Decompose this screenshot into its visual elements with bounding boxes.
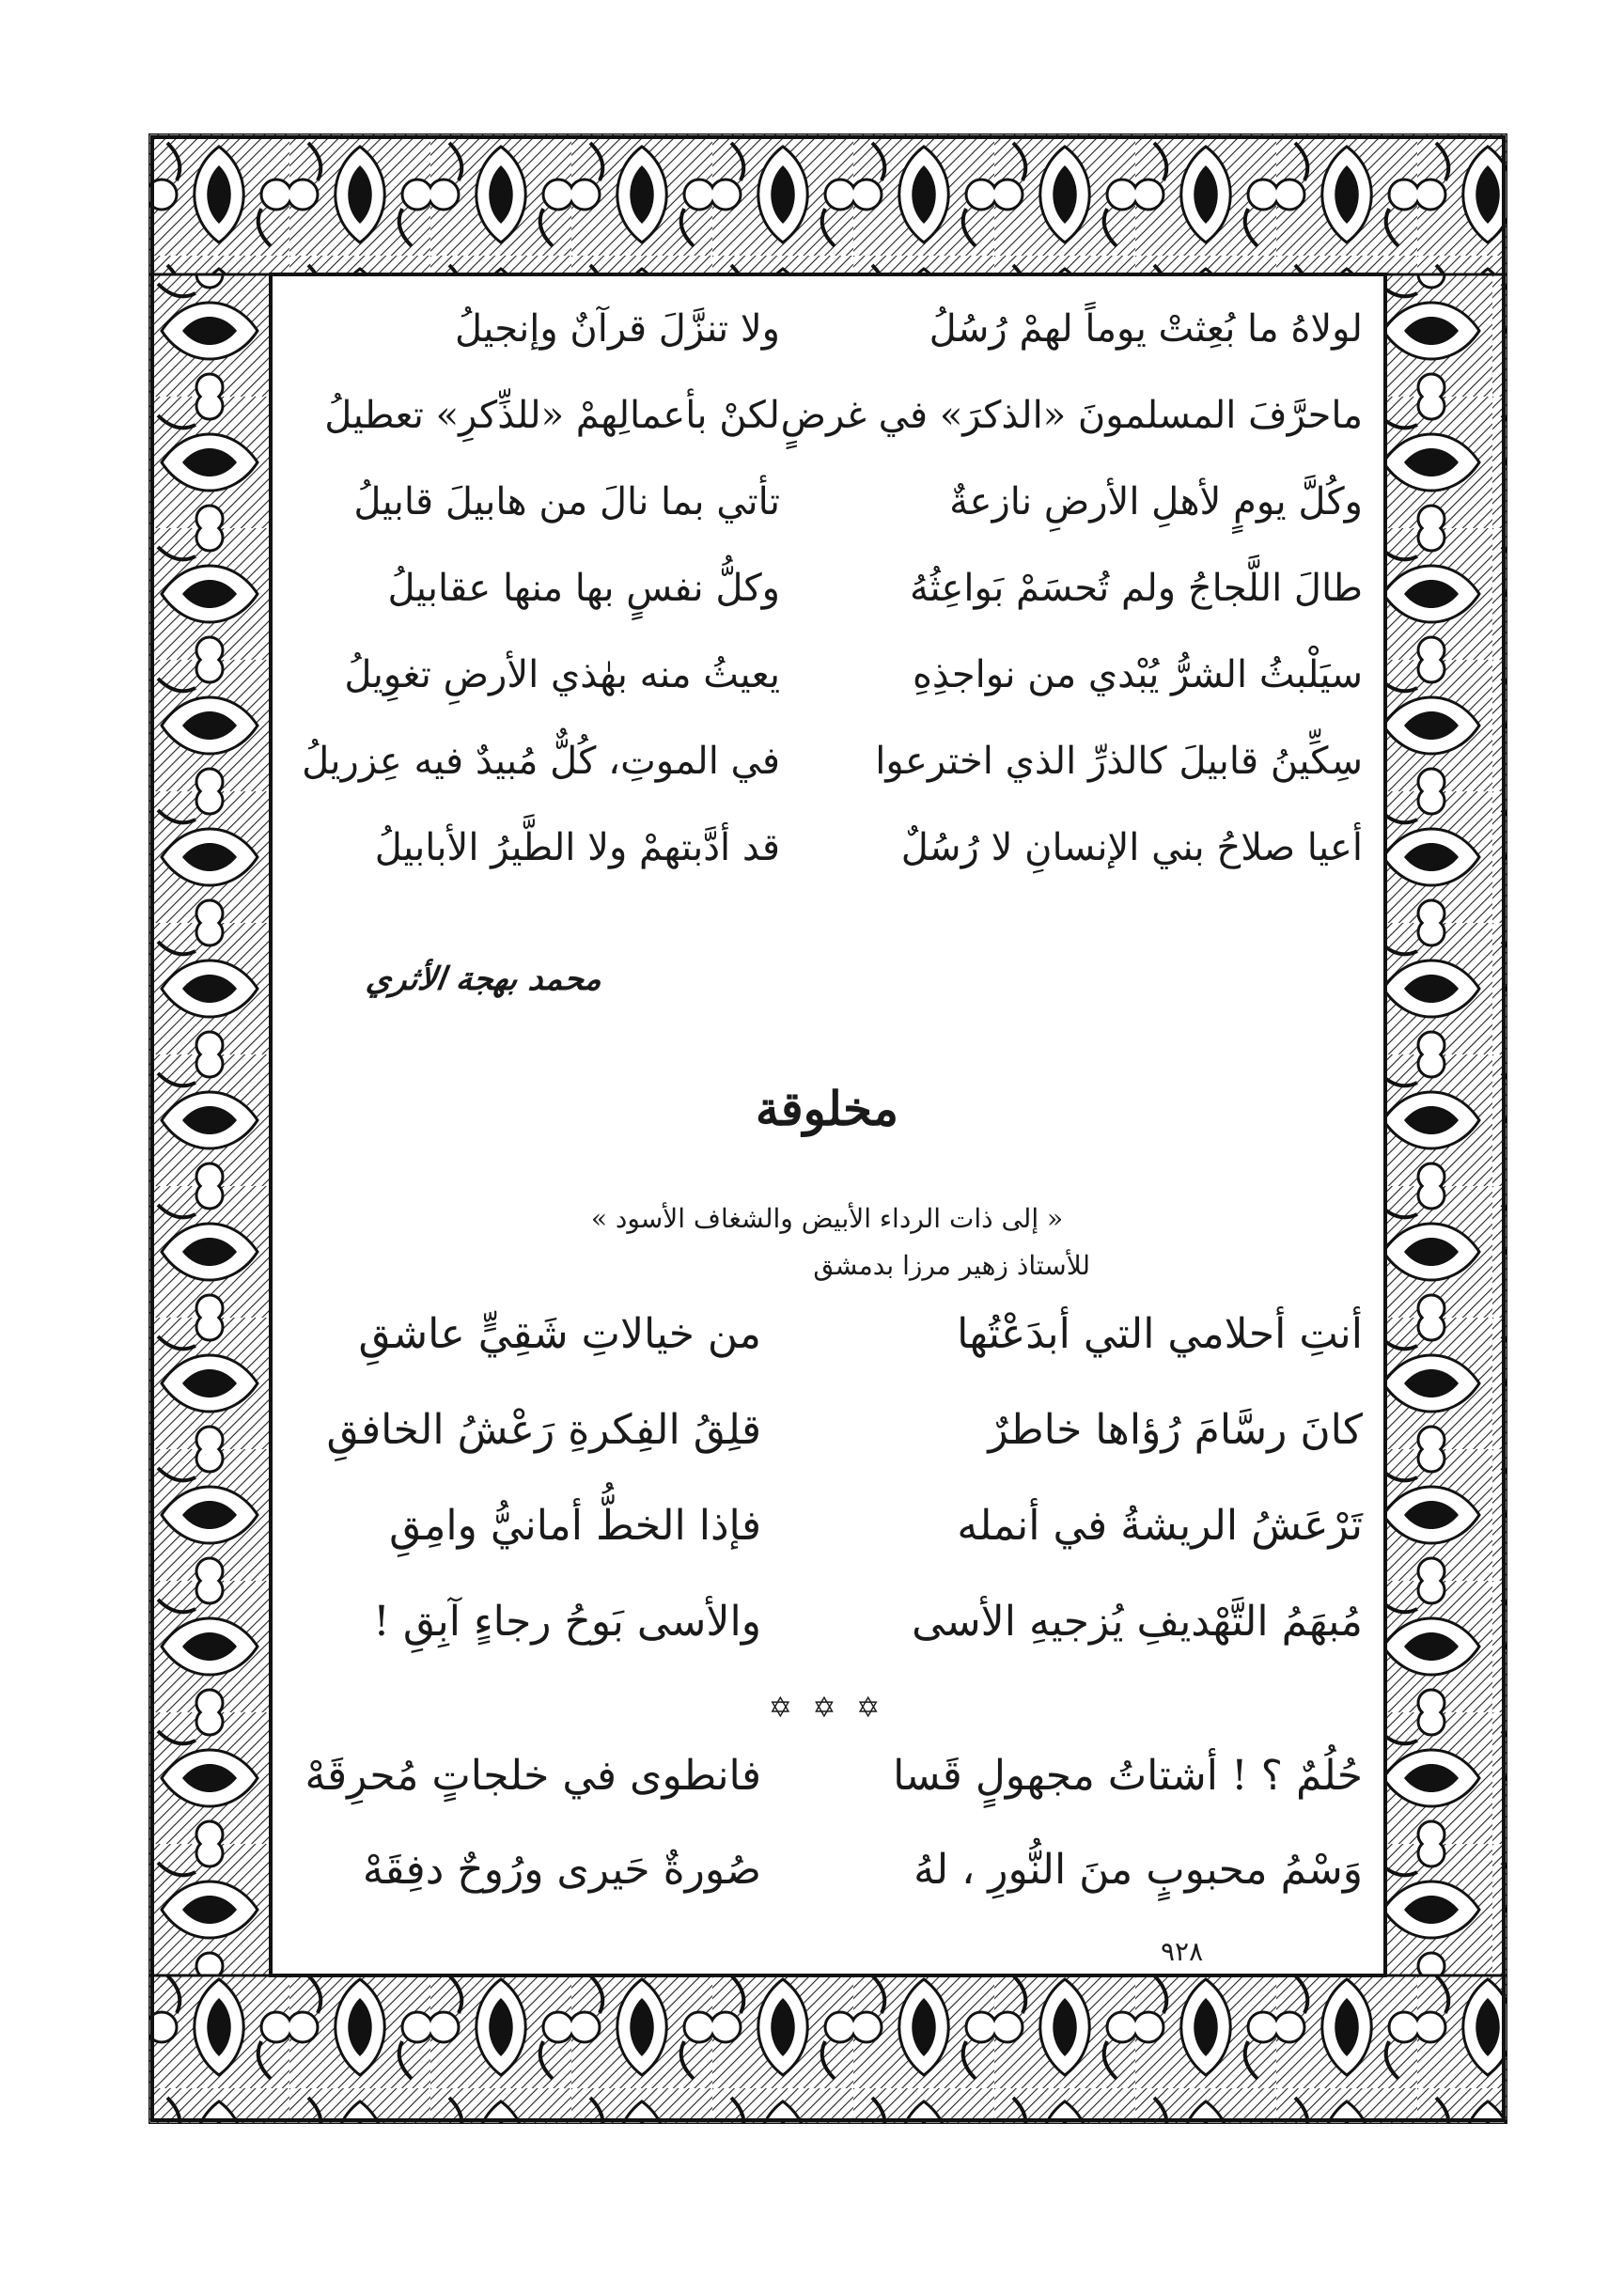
first-hemistich: أعيا صلاحُ بني الإنسانِ لا رُسُلٌ — [900, 826, 1363, 869]
first-hemistich: تَرْعَشُ الريشةُ في أنمله — [957, 1502, 1363, 1550]
section-separator-stars: ✡ ✡ ✡ — [768, 1692, 886, 1725]
verse-line — [291, 560, 1363, 647]
poem-second — [291, 1306, 1363, 1690]
second-hemistich: قلِقُ الفِكرةِ رَعْشُ الخافقِ — [326, 1406, 761, 1454]
verse-line — [291, 387, 1363, 474]
first-hemistich: طالَ اللَّجاجُ ولم تُحسَمْ بَواعِثُهُ — [910, 567, 1363, 610]
page-number: ٩٢٨ — [1161, 1936, 1204, 1967]
dedication: « إلى ذات الرداء الأبيض والشغاف الأسود » — [590, 1203, 1064, 1234]
author-credit: للأستاذ زهير مرزا بدمشق — [813, 1250, 1090, 1281]
verse-line — [291, 647, 1363, 733]
second-hemistich: فانطوى في خلجاتٍ مُحرِقَهْ — [304, 1752, 761, 1800]
first-hemistich: لولاهُ ما بُعِثتْ يوماً لهمْ رُسُلُ — [929, 307, 1363, 351]
first-hemistich: مُبهَمُ التَّهْديفِ يُزجيهِ الأسى — [912, 1598, 1363, 1646]
verse-line — [291, 820, 1363, 906]
page-content — [291, 282, 1363, 1983]
first-hemistich: أنتِ أحلامي التي أبدَعْتُها — [957, 1310, 1363, 1358]
second-hemistich: والأسى بَوحُ رجاءٍ آبِقِ ! — [373, 1598, 761, 1646]
first-hemistich: سِكِّينُ قابيلَ كالذرِّ الذي اخترعوا — [875, 740, 1363, 783]
poet-signature: محمد بهجة الأثري — [364, 960, 605, 998]
second-hemistich: ولا تنزَّلَ قرآنٌ وإنجيلُ — [454, 307, 780, 351]
first-hemistich: كانَ رسَّامَ رُؤاها خاطرٌ — [988, 1406, 1363, 1454]
second-hemistich: فإذا الخطُّ أمانيُّ وامِقِ — [389, 1502, 761, 1550]
verse-line — [291, 1748, 1363, 1842]
first-hemistich: وكُلَّ يومٍ لأهلِ الأرضِ نازعةٌ — [949, 480, 1363, 523]
second-hemistich: لكنْ بأعمالِهمْ «للذِّكرِ» تعطيلُ — [324, 394, 780, 437]
verse-line — [291, 1594, 1363, 1690]
poem-title: مخلوقة — [755, 1081, 899, 1136]
poem-first — [291, 301, 1363, 906]
poem-second-continued — [291, 1748, 1363, 1936]
first-hemistich: ماحرَّفَ المسلمونَ «الذكرَ» في غرضٍ — [780, 394, 1363, 437]
verse-line — [291, 1498, 1363, 1594]
second-hemistich: يعيثُ منه بهٰذي الأرضِ تغوِيلُ — [344, 653, 780, 696]
verse-line — [291, 733, 1363, 820]
second-hemistich: من خيالاتِ شَقِيٍّ عاشقِ — [358, 1310, 761, 1358]
verse-line — [291, 1842, 1363, 1936]
first-hemistich: سيَلْبثُ الشرُّ يُبْدي من نواجذِهِ — [912, 653, 1363, 696]
verse-line — [291, 1402, 1363, 1498]
verse-line — [291, 301, 1363, 387]
second-hemistich: قد أدَّبتهمْ ولا الطَّيرُ الأبابيلُ — [374, 826, 780, 869]
second-hemistich: تأتي بما نالَ من هابيلَ قابيلُ — [353, 480, 780, 523]
second-hemistich: صُورةٌ حَيرى ورُوحٌ دفِقَهْ — [362, 1846, 761, 1894]
second-hemistich: في الموتِ، كُلٌّ مُبيدٌ فيه عِزريلُ — [302, 740, 780, 783]
verse-line — [291, 474, 1363, 560]
first-hemistich: حُلُمٌ ؟ ! أشتاتُ مجهولٍ قَسا — [893, 1752, 1363, 1800]
verse-line — [291, 1306, 1363, 1402]
second-hemistich: وكلُّ نفسٍ بها منها عقابيلُ — [387, 567, 780, 610]
first-hemistich: وَسْمُ محبوبٍ منَ النُّورِ ، لهُ — [914, 1846, 1363, 1894]
